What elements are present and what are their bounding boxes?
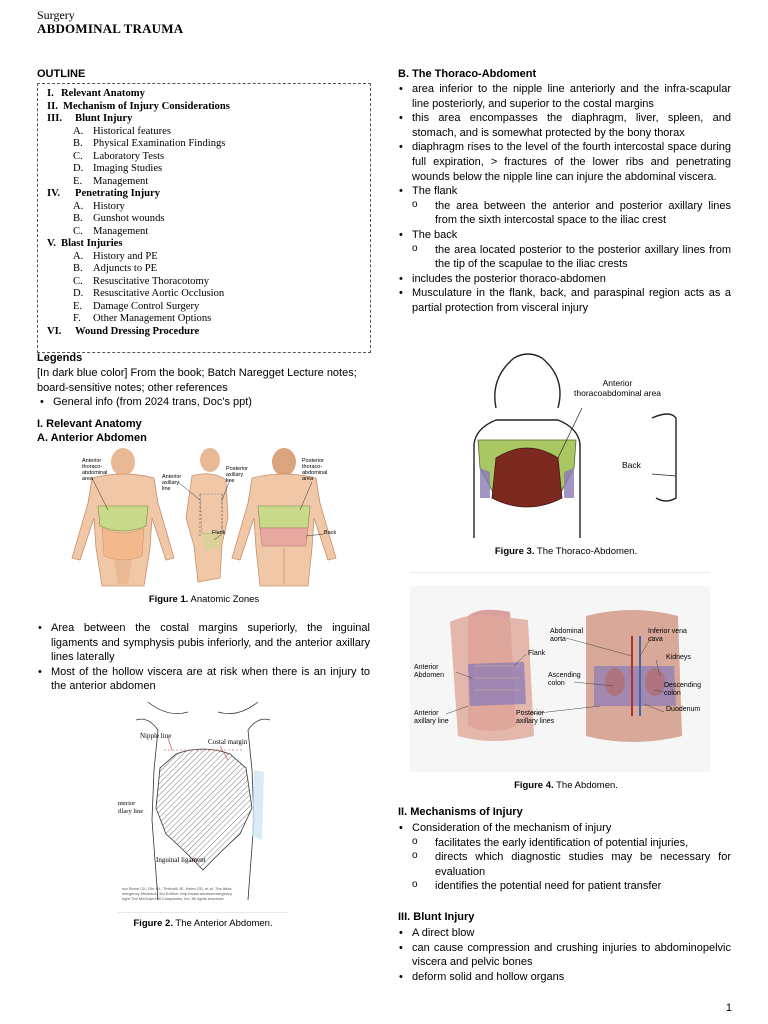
outline-heading: OUTLINE (37, 68, 86, 80)
list-item: • Area between the costal margins superiorly, the inguinal ligaments and symphysis pubis inferiorly, and the anterior axillary lines laterally (37, 621, 370, 665)
fig1-label-posterior-axillary-line: Posterior axillary line (226, 466, 249, 484)
outline-item (47, 88, 370, 101)
fig4-label-flank: Flank (528, 650, 546, 657)
figure-1-caption-number: Figure 1. (148, 594, 189, 605)
fig3-label-anterior-thoracoabdominal-area: Anterior thoracoabdominal area (574, 378, 661, 398)
outline-item-number: E. (73, 300, 83, 312)
list-item: • The flank (398, 184, 731, 199)
sub-list-item: o the area located posterior to the posterior axillary lines from the tip of the scapulae to the iliac crests (398, 243, 731, 272)
figure-3-thoraco-abdomen (466, 348, 686, 538)
list-item: • Musculature in the flank, back, and paraspinal region acts as a partial protection from visceral injury (398, 286, 731, 315)
outline-item-label: Mechanism of Injury Considerations (63, 100, 230, 112)
list-item: • diaphragm rises to the level of the fourth intercostal space during full expiration, > fractures of the lower ribs and penetrating wounds below the nipple line can injure the abdominal viscera. (398, 140, 731, 184)
outline-item-number: D. (73, 288, 84, 299)
fig4-label-ascending-colon: Ascending colon (548, 672, 581, 687)
outline-item-number: IV. (47, 188, 61, 199)
outline-item-label: Other Management Options (93, 313, 212, 324)
fig1-label-posterior-thoracoabdominal: Posterior thoraco- abdominal area (302, 458, 328, 482)
figure-4-caption (466, 780, 666, 791)
figure-2-anterior-abdomen (118, 700, 288, 910)
figure-3-drawing (466, 348, 686, 538)
outline-item (47, 251, 370, 264)
legends-heading: Legends (37, 352, 83, 364)
page-number: 1 (725, 1002, 732, 1014)
legends-bullet: • General info (from 2024 trans, Doc's ppt) (39, 395, 357, 410)
list-item: • deform solid and hollow organs (398, 970, 731, 985)
fig2-credit: ma Stone CK, Ohr RL, Tintinalli JE, Kelen GD, et al. The Atlas mergency Medicine, 3rd Edition: http://www.accessemergency right The McGraw-Hill Companies, Inc. All rights reserved. (122, 886, 233, 901)
outline-item-label: History and PE (93, 250, 158, 262)
outline-item-label: Adjuncts to PE (93, 263, 158, 274)
outline-item (47, 288, 370, 301)
list-item: • Most of the hollow viscera are at risk when there is an injury to the anterior abdomen (37, 665, 370, 694)
fig4-label-posterior-axillary-lines: Posterior axillary lines (516, 710, 555, 725)
list-item: • Consideration of the mechanism of injury (398, 821, 731, 836)
document-title: ABDOMINAL TRAUMA (37, 21, 184, 36)
subject-label: Surgery (37, 8, 75, 22)
outline-item-number: III. (47, 113, 63, 124)
fig2-label-nipple-line: Nipple line (140, 732, 172, 740)
outline-item (47, 276, 370, 289)
outline-item-label: Laboratory Tests (93, 150, 165, 162)
outline-item-number: VI. (47, 325, 62, 337)
section-anterior-abdomen-heading: A. Anterior Abdomen (37, 432, 147, 444)
outline-item-number: A. (73, 250, 84, 262)
fig4-label-anterior-axillary-line: Anterior axillary line (414, 710, 449, 725)
outline-item-label: Blast Injuries (61, 238, 123, 249)
outline-item-number: V. (47, 238, 56, 249)
outline-item (47, 326, 370, 339)
outline-item-number: A. (73, 200, 84, 212)
fig4-label-kidneys: Kidneys (666, 654, 691, 661)
sub-list-item: o identifies the potential need for patient transfer (398, 879, 731, 894)
fig1-label-anterior-thoracoabdominal: Anterior thoraco- abdominal area (82, 458, 108, 482)
figure-3-caption-text: The Thoraco-Abdomen. (534, 546, 638, 557)
sub-list-item: o directs which diagnostic studies may be necessary for evaluation (398, 850, 731, 879)
outline-item (47, 301, 370, 314)
outline-item-number: B. (73, 263, 83, 274)
outline-item-label: Blunt Injury (75, 113, 133, 124)
fig4-label-abdominal-aorta: Abdominal aorta (550, 628, 584, 643)
list-item: • can cause compression and crushing injuries to abdominopelvic viscera and pelvic bones (398, 941, 731, 970)
blunt-injury-bullets (398, 926, 731, 984)
outline-item (47, 151, 370, 164)
outline-item (47, 226, 370, 239)
outline-item-number: B. (73, 213, 83, 224)
thoraco-abdoment-bullets (398, 82, 731, 316)
outline-item (47, 101, 370, 114)
outline-item (47, 176, 370, 189)
figure-4-caption-number: Figure 4. (514, 780, 554, 791)
list-item: • area inferior to the nipple line anteriorly and the infra-scapular line posteriorly, and superior to the costal margins (398, 82, 731, 111)
figure-3-divider (410, 572, 710, 573)
list-item: • The back (398, 228, 731, 243)
outline-item-label: Management (93, 225, 149, 237)
outline-item (47, 163, 370, 176)
section-relevant-anatomy-heading: I. Relevant Anatomy (37, 418, 142, 430)
outline-item-label: Management (93, 175, 149, 187)
outline-item-label: Resuscitative Thoracotomy (93, 275, 210, 287)
figure-1-caption-text: Anatomic Zones (188, 594, 260, 605)
sub-list-item: o facilitates the early identification of potential injuries, (398, 836, 731, 851)
outline-item-number: II. (47, 100, 58, 112)
outline-item-number: C. (73, 150, 83, 162)
anterior-abdomen-bullets (37, 621, 370, 694)
outline-item-number: C. (73, 225, 83, 237)
figure-1-anatomic-zones (62, 448, 346, 588)
outline-item-number: B. (73, 138, 83, 149)
outline-item (47, 138, 370, 151)
section-blunt-injury-heading: III. Blunt Injury (398, 911, 475, 923)
fig4-label-duodenum: Duodenum (666, 706, 701, 713)
fig1-label-back: Back (324, 530, 337, 536)
outline-item-label: Imaging Studies (93, 163, 163, 174)
outline-item-number: A. (73, 125, 84, 137)
fig2-label-anterior-axillary-line: nterior illary line (118, 800, 144, 815)
fig1-label-anterior-axillary-line: Anterior axillary line (162, 474, 182, 492)
list-item: • includes the posterior thoraco-abdomen (398, 272, 731, 287)
outline-item-label: Gunshot wounds (93, 213, 165, 224)
outline-item (47, 188, 370, 201)
figure-4-caption-text: The Abdomen. (553, 780, 618, 791)
fig2-label-costal-margin: Costal margin (208, 738, 248, 746)
outline-box (37, 83, 371, 353)
fig3-label-back: Back (622, 460, 641, 470)
mechanisms-bullets (398, 821, 731, 894)
outline-item (47, 263, 370, 276)
figure-3-caption (466, 546, 666, 557)
list-item: • this area encompasses the diaphragm, liver, spleen, and stomach, and is somewhat protected by the bony thorax (398, 111, 731, 140)
outline-item-label: Resuscitative Aortic Occlusion (93, 288, 225, 299)
side-body (186, 448, 228, 582)
fig4-label-anterior-abdomen: Anterior Abdomen (414, 664, 444, 679)
figure-2-caption-text: The Anterior Abdomen. (172, 918, 273, 929)
outline-item-label: History (93, 200, 125, 212)
outline-item-number: E. (73, 175, 83, 187)
legends-text (37, 366, 357, 410)
section-thoraco-abdoment-heading: B. The Thoraco-Abdoment (398, 68, 537, 80)
outline-item (47, 313, 370, 326)
figure-3-caption-number: Figure 3. (494, 546, 535, 557)
outline-item (47, 113, 370, 126)
figure-2-divider (118, 912, 288, 913)
section-mechanisms-heading: II. Mechanisms of Injury (398, 806, 523, 818)
outline-item-number: F. (73, 313, 81, 324)
figure-2-caption-number: Figure 2. (133, 918, 173, 929)
fig4-label-descending-colon: Descending colon (664, 682, 701, 697)
outline-item-number: D. (73, 163, 84, 174)
fig1-label-flank: Flank (212, 530, 226, 536)
fig2-label-inguinal-ligament: Inguinal ligament (156, 856, 206, 864)
outline-item (47, 238, 370, 251)
outline-item-label: Damage Control Surgery (93, 300, 200, 312)
outline-item (47, 126, 370, 139)
outline-item-label: Historical features (93, 125, 171, 137)
outline-item-label: Penetrating Injury (75, 188, 161, 199)
outline-item-number: C. (73, 275, 83, 287)
fig4-label-inferior-vena-cava: Inferior vena cava (648, 628, 687, 643)
outline-item-label: Relevant Anatomy (61, 88, 145, 99)
outline-item-number: I. (47, 88, 54, 99)
outline-item (47, 201, 370, 214)
figure-1-caption (62, 594, 346, 605)
outline-item (47, 213, 370, 226)
legends-line: [In dark blue color] From the book; Batch Naregget Lecture notes; board-sensitive notes; other references (37, 367, 357, 394)
outline-item-label: Physical Examination Findings (93, 138, 226, 149)
list-item: • A direct blow (398, 926, 731, 941)
figure-2-caption (118, 918, 288, 929)
sub-list-item: o the area between the anterior and posterior axillary lines from the sixth intercostal space to the iliac crest (398, 199, 731, 228)
figure-4-abdomen (410, 586, 710, 772)
outline-item-label: Wound Dressing Procedure (75, 325, 200, 337)
